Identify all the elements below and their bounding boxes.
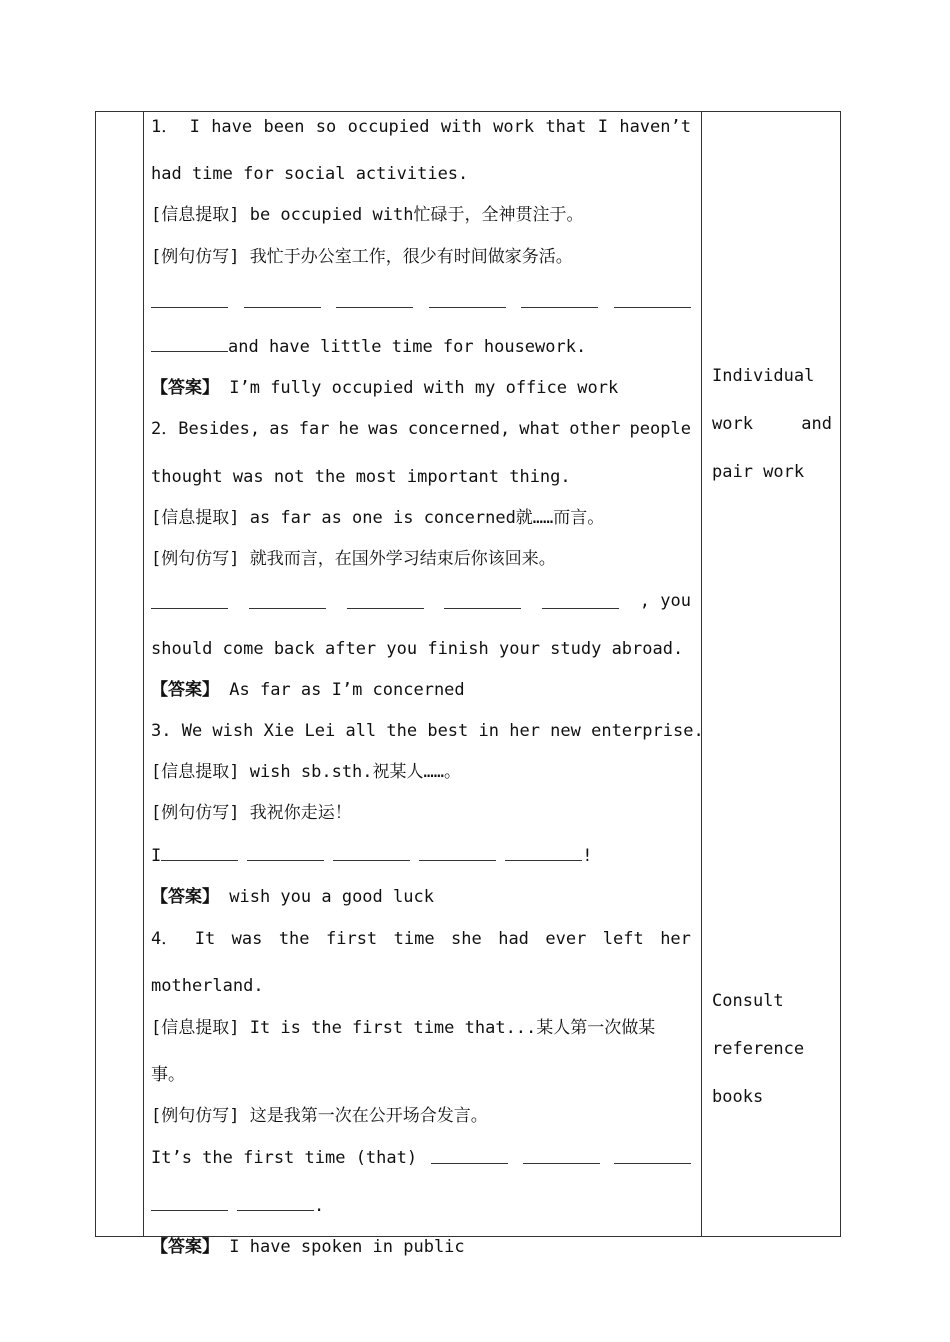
item3-info: [信息提取] wish sb.sth.祝某人……。 — [151, 762, 461, 782]
word: that — [545, 117, 587, 137]
item3-answer: wish you a good luck — [229, 887, 434, 907]
blank[interactable] — [523, 1147, 600, 1164]
item4-sentence-line2: motherland. — [151, 976, 264, 996]
word: the — [278, 929, 310, 949]
item4-answer: I have spoken in public — [229, 1237, 465, 1257]
word: time — [393, 929, 435, 949]
blank[interactable] — [521, 289, 598, 308]
item2-blank-row — [151, 590, 691, 612]
item1-answer-line — [151, 377, 691, 399]
item4-info: [信息提取] It is the first time that...某人第一次做某 — [151, 1018, 656, 1038]
word: work — [493, 117, 535, 137]
blank[interactable] — [614, 289, 691, 308]
word: far — [298, 419, 330, 439]
blank[interactable] — [151, 590, 228, 609]
word: her — [660, 929, 691, 949]
blank[interactable] — [505, 844, 582, 861]
item3-example: [例句仿写] 我祝你走运！ — [151, 803, 352, 823]
word: occupied — [347, 117, 430, 137]
blank[interactable] — [347, 590, 424, 609]
word: what — [519, 419, 561, 439]
item4-example: [例句仿写] 这是我第一次在公开场合发言。 — [151, 1106, 488, 1126]
blank[interactable] — [431, 1147, 508, 1164]
item2-line-after: should come back after you finish your study abroad. — [151, 639, 684, 659]
item2-sentence-line1 — [151, 418, 691, 440]
answer-label: 【答案】 — [151, 680, 219, 700]
answer-label: 【答案】 — [151, 378, 219, 398]
item4-end-punct: . — [314, 1196, 325, 1216]
word: 2．Besides, — [151, 419, 261, 439]
blank[interactable] — [419, 844, 496, 861]
answer-label: 【答案】 — [151, 1237, 219, 1257]
blank[interactable] — [429, 289, 506, 308]
column-divider-left — [143, 112, 144, 1236]
blank[interactable] — [247, 844, 324, 861]
word: had — [498, 929, 529, 949]
blank[interactable] — [444, 590, 521, 609]
word: was — [368, 419, 399, 439]
item1-sentence-line1 — [151, 116, 691, 138]
side-activity-line1: Individual — [712, 366, 815, 386]
blank[interactable] — [336, 289, 413, 308]
blank[interactable] — [237, 1194, 314, 1211]
item1-answer: I’m fully occupied with my office work — [229, 378, 619, 398]
word: left — [602, 929, 644, 949]
blank[interactable] — [161, 844, 238, 861]
item3-sentence: 3. We wish Xie Lei all the best in her new enterprise. — [151, 721, 704, 741]
word: as — [269, 419, 290, 439]
blank[interactable] — [249, 590, 326, 609]
blank[interactable] — [151, 289, 228, 308]
word: have — [211, 117, 253, 137]
word: I — [189, 117, 200, 137]
item2-blank-tail: , you — [639, 591, 691, 611]
item2-info: [信息提取] as far as one is concerned就……而言。 — [151, 508, 605, 528]
side-consult-line3: books — [712, 1087, 764, 1107]
blank[interactable] — [151, 1194, 228, 1211]
blank[interactable] — [542, 590, 619, 609]
item1-example: [例句仿写] 我忙于办公室工作，很少有时间做家务活。 — [151, 247, 573, 267]
item4-answer-line — [151, 1236, 691, 1258]
word: was — [231, 929, 263, 949]
side-activity-line3: pair work — [712, 462, 805, 482]
side-activity-line2 — [712, 413, 832, 435]
word: so — [315, 117, 337, 137]
item2-sentence-line2: thought was not the most important thing. — [151, 467, 571, 487]
word: work — [712, 414, 753, 434]
word: people — [629, 419, 691, 439]
item3-blank-line — [151, 844, 691, 867]
item4-prompt: It’s the first time (that) — [151, 1148, 418, 1168]
item3-blank-prefix: I — [151, 846, 162, 866]
blank[interactable] — [244, 289, 321, 308]
word: I — [597, 117, 608, 137]
item2-answer: As far as I’m concerned — [229, 680, 465, 700]
word: first — [325, 929, 378, 949]
side-consult-line1: Consult — [712, 991, 784, 1011]
word: 4． — [151, 929, 179, 949]
item2-answer-line — [151, 679, 691, 701]
item3-blank-suffix: ! — [582, 846, 593, 866]
item4-blank-line2 — [151, 1194, 691, 1217]
word: 1． — [151, 117, 179, 137]
item1-blank-tail: and have little time for housework. — [228, 337, 587, 357]
word: with — [440, 117, 482, 137]
word: she — [451, 929, 482, 949]
item4-prompt-line — [151, 1147, 691, 1169]
answer-label: 【答案】 — [151, 887, 219, 907]
word: and — [801, 414, 832, 434]
side-consult-line2: reference — [712, 1039, 805, 1059]
word: he — [338, 419, 359, 439]
blank[interactable] — [333, 844, 410, 861]
item1-sentence-line2: had time for social activities. — [151, 164, 469, 184]
word: other — [569, 419, 621, 439]
word: ever — [545, 929, 587, 949]
item3-answer-line — [151, 886, 691, 908]
word: It — [194, 929, 216, 949]
word: haven’t — [619, 117, 691, 137]
item1-info: [信息提取] be occupied with忙碌于，全神贯注于。 — [151, 205, 584, 225]
blank[interactable] — [151, 335, 228, 352]
item4-info-line2: 事。 — [151, 1065, 185, 1085]
word: concerned, — [407, 419, 511, 439]
column-divider-right — [701, 112, 702, 1236]
item2-example: [例句仿写] 就我而言，在国外学习结束后你该回来。 — [151, 549, 556, 569]
blank[interactable] — [614, 1147, 691, 1164]
item4-sentence-line1 — [151, 928, 691, 950]
item1-blank-row — [151, 289, 691, 308]
item1-blank-tail-line — [151, 335, 691, 358]
word: been — [263, 117, 305, 137]
